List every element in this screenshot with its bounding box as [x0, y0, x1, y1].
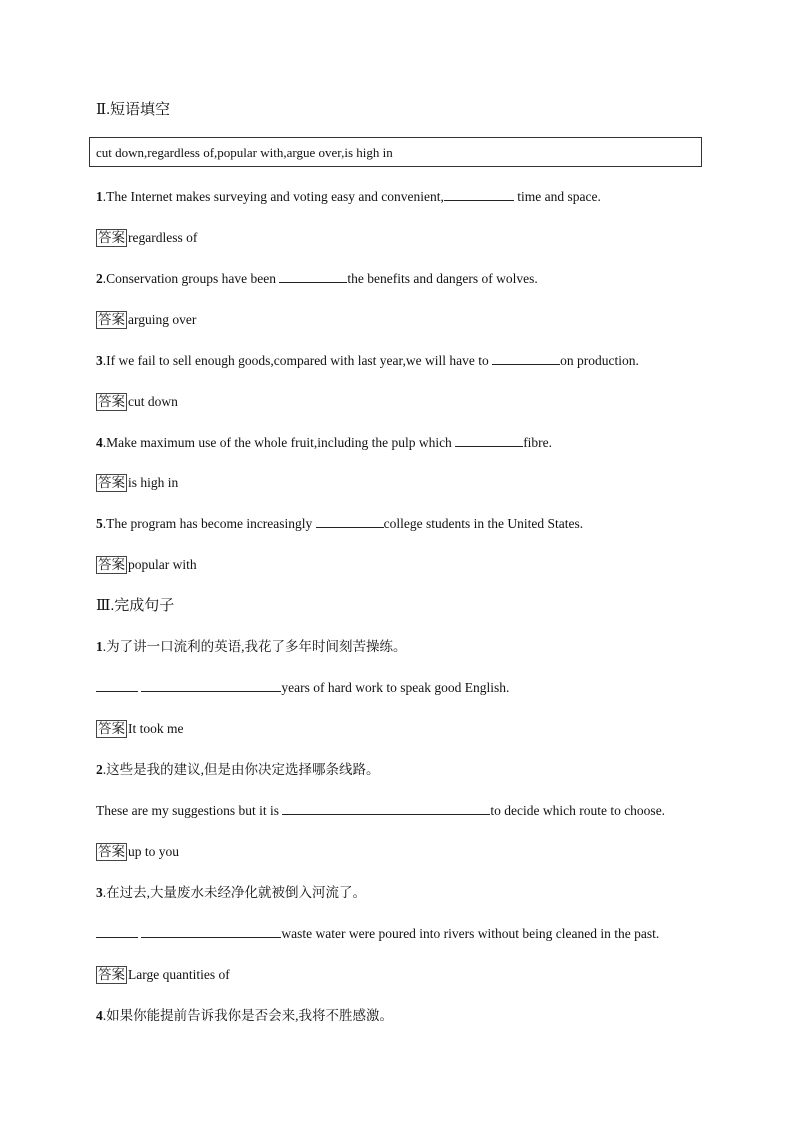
- answer-blank: [141, 925, 281, 938]
- answer-text: is high in: [128, 475, 179, 490]
- question-text: .The Internet makes surveying and voting easy and convenient,: [102, 189, 444, 204]
- question-number: 3: [96, 885, 103, 900]
- answer-s2-1: [96, 229, 197, 247]
- question-text: These are my suggestions but it is: [96, 803, 283, 818]
- answer-blank: [444, 188, 514, 201]
- question-text-after: to decide which route to choose.: [490, 803, 666, 818]
- question-text-after: waste water were poured into rivers without being cleaned in the past.: [281, 926, 660, 941]
- answer-text: popular with: [128, 557, 197, 572]
- question-s3-2-chinese: [96, 761, 380, 779]
- question-number: 1: [96, 639, 103, 654]
- question-number: 4: [96, 435, 103, 450]
- question-number: 2: [96, 762, 103, 777]
- question-s3-3-chinese: [96, 884, 366, 902]
- question-chinese: .为了讲一口流利的英语,我花了多年时间刻苦操练。: [102, 639, 407, 654]
- answer-s2-4: [96, 474, 178, 492]
- question-text: .If we fail to sell enough goods,compared with last year,we will have to: [102, 353, 493, 368]
- answer-blank: [282, 802, 490, 815]
- answer-text: arguing over: [128, 312, 197, 327]
- answer-label: 答案: [98, 394, 125, 409]
- answer-text: Large quantities of: [128, 967, 230, 982]
- question-number: 2: [96, 271, 103, 286]
- answer-blank: [141, 679, 281, 692]
- question-s3-1-english: [96, 679, 509, 697]
- answer-s2-3: [96, 393, 178, 411]
- question-s3-4-chinese: [96, 1007, 393, 1025]
- question-text: .The program has become increasingly: [102, 516, 316, 531]
- question-number: 5: [96, 516, 103, 531]
- question-s2-4: [96, 434, 552, 452]
- answer-label: 答案: [98, 475, 125, 490]
- answer-text: It took me: [128, 721, 184, 736]
- answer-label: 答案: [98, 844, 125, 859]
- question-number: 1: [96, 189, 103, 204]
- answer-label: 答案: [98, 557, 125, 572]
- answer-blank: [316, 515, 384, 528]
- question-text-after: years of hard work to speak good English.: [281, 680, 510, 695]
- question-s2-5: [96, 515, 583, 533]
- question-s3-3-english: [96, 925, 659, 943]
- answer-blank: [455, 434, 523, 447]
- answer-text: up to you: [128, 844, 180, 859]
- section-heading-phrase-fill: Ⅱ.短语填空: [96, 102, 170, 118]
- question-text-after: on production.: [560, 353, 639, 368]
- question-number: 3: [96, 353, 103, 368]
- answer-blank: [279, 270, 347, 283]
- question-chinese: .这些是我的建议,但是由你决定选择哪条线路。: [102, 762, 380, 777]
- answer-s3-1: [96, 720, 184, 738]
- answer-label: 答案: [98, 967, 125, 982]
- question-text-after: fibre.: [523, 435, 553, 450]
- answer-text: cut down: [128, 394, 178, 409]
- question-chinese: .在过去,大量废水未经净化就被倒入河流了。: [102, 885, 366, 900]
- answer-s3-3: [96, 966, 230, 984]
- question-s2-1: [96, 188, 601, 206]
- answer-blank: [96, 925, 138, 938]
- answer-s2-2: [96, 311, 196, 329]
- question-text-after: the benefits and dangers of wolves.: [347, 271, 538, 286]
- answer-blank: [492, 352, 560, 365]
- question-text: .Make maximum use of the whole fruit,including the pulp which: [102, 435, 456, 450]
- question-text: .Conservation groups have been: [102, 271, 280, 286]
- question-text-after: college students in the United States.: [383, 516, 584, 531]
- answer-label: 答案: [98, 230, 125, 245]
- answer-s3-2: [96, 843, 179, 861]
- answer-blank: [96, 679, 138, 692]
- question-s3-2-english: [96, 802, 665, 820]
- question-s3-1-chinese: [96, 638, 407, 656]
- answer-label: 答案: [98, 721, 125, 736]
- word-bank-box: cut down,regardless of,popular with,argue over,is high in: [89, 137, 702, 167]
- question-text-after: time and space.: [513, 189, 601, 204]
- answer-s2-5: [96, 556, 197, 574]
- question-chinese: .如果你能提前告诉我你是否会来,我将不胜感激。: [102, 1008, 393, 1023]
- answer-label: 答案: [98, 312, 125, 327]
- section-heading-sentence-completion: Ⅲ.完成句子: [96, 598, 175, 614]
- question-s2-3: [96, 352, 639, 370]
- answer-text: regardless of: [128, 230, 198, 245]
- question-number: 4: [96, 1008, 103, 1023]
- question-s2-2: [96, 270, 538, 288]
